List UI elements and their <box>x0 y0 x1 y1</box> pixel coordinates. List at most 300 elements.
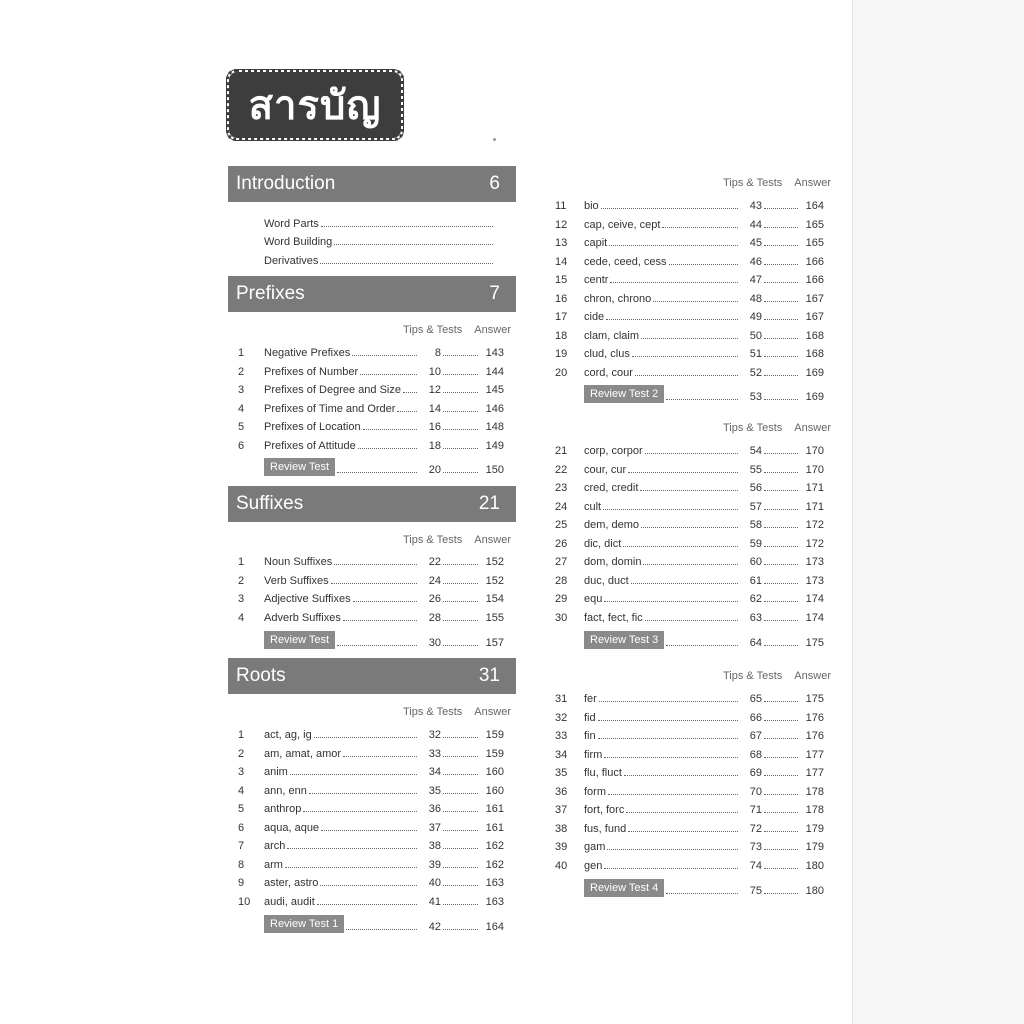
answer-page: 157 <box>485 637 504 649</box>
entry-number: 13 <box>555 237 568 249</box>
tips-page: 46 <box>749 255 762 268</box>
entry-number: 33 <box>555 730 568 742</box>
entry-number: 11 <box>555 200 567 212</box>
toc-entry[interactable] <box>555 856 824 872</box>
tips-page: 73 <box>749 841 762 853</box>
leader-dots <box>623 546 738 547</box>
review-test-label: Review Test 1 <box>264 915 344 933</box>
entry-label: act, ag, ig <box>264 729 312 741</box>
leader-dots <box>443 848 478 849</box>
review-test-label: Review Test 3 <box>584 631 664 649</box>
leader-dots <box>764 338 798 339</box>
toc-entry[interactable] <box>555 552 824 568</box>
leader-dots <box>764 849 798 850</box>
toc-entry[interactable] <box>238 343 504 359</box>
entry-label: fort, forc <box>584 804 625 816</box>
entry-label: capit <box>584 237 608 249</box>
entry-label: cord, cour <box>584 366 633 379</box>
entry-number: 32 <box>555 711 568 724</box>
entry-label: Prefixes of Attitude <box>264 439 356 452</box>
answer-page: 143 <box>485 347 504 359</box>
answer-page: 178 <box>805 804 824 816</box>
leader-dots <box>624 775 738 776</box>
entry-label: arch <box>264 840 286 852</box>
tips-page: 24 <box>428 574 441 587</box>
leader-dots <box>764 319 798 320</box>
leader-dots <box>641 338 738 339</box>
toc-entry[interactable] <box>555 270 824 286</box>
entry-label: cide <box>584 311 605 323</box>
answer-page: 165 <box>805 218 824 231</box>
leader-dots <box>403 392 417 393</box>
entry-label: audi, audit <box>264 895 315 908</box>
answer-page: 164 <box>805 200 824 212</box>
leader-dots <box>632 356 738 357</box>
tips-page: 74 <box>749 859 762 872</box>
review-test-row[interactable] <box>238 633 504 649</box>
tips-page: 66 <box>749 711 762 724</box>
toc-entry[interactable] <box>555 571 824 587</box>
entry-number: 29 <box>555 593 568 605</box>
answer-page: 152 <box>485 574 504 587</box>
answer-page: 161 <box>485 821 504 834</box>
tips-page: 60 <box>749 556 762 568</box>
leader-dots <box>764 701 798 702</box>
tips-header: Tips & Tests <box>723 670 783 682</box>
entry-number: 37 <box>555 804 568 816</box>
toc-entry[interactable] <box>555 745 824 761</box>
leader-dots <box>764 757 798 758</box>
leader-dots <box>353 601 417 602</box>
toc-entry[interactable] <box>238 855 504 871</box>
tips-page: 38 <box>428 840 441 852</box>
leader-dots <box>666 893 738 894</box>
toc-entry[interactable] <box>238 552 504 568</box>
toc-entry[interactable] <box>555 307 824 323</box>
toc-entry[interactable] <box>555 363 824 379</box>
page-title: สารบัญ <box>248 83 382 129</box>
entry-number: 27 <box>555 556 568 568</box>
section-prefixes[interactable] <box>228 276 516 312</box>
answer-page: 172 <box>805 519 824 531</box>
toc-entry[interactable] <box>555 782 824 798</box>
leader-dots <box>397 411 417 412</box>
review-test-label: Review Test <box>264 631 335 649</box>
answer-page: 171 <box>805 500 824 513</box>
leader-dots <box>604 601 738 602</box>
leader-dots <box>604 868 738 869</box>
leader-dots <box>360 374 417 375</box>
leader-dots <box>666 399 738 400</box>
leader-dots <box>443 885 478 886</box>
answer-page: 170 <box>805 463 824 476</box>
leader-dots <box>598 738 738 739</box>
entry-number: 21 <box>555 445 568 457</box>
page-edge <box>852 0 1024 1024</box>
entry-number: 5 <box>238 803 245 815</box>
leader-dots <box>443 392 478 393</box>
toc-entry[interactable] <box>555 515 824 531</box>
leader-dots <box>764 356 798 357</box>
section-roots[interactable] <box>228 658 516 694</box>
toc-entry[interactable] <box>555 837 824 853</box>
leader-dots <box>443 811 478 812</box>
entry-number: 39 <box>555 841 568 853</box>
answer-page: 177 <box>805 767 824 779</box>
toc-entry[interactable] <box>555 460 824 476</box>
tips-page: 55 <box>749 463 762 476</box>
entry-label: gen <box>584 859 603 872</box>
review-test-row[interactable] <box>238 917 504 933</box>
section-page: 6 <box>489 173 500 194</box>
toc-entry[interactable] <box>238 399 504 415</box>
answer-page: 166 <box>805 274 824 286</box>
toc-entry[interactable] <box>238 781 504 797</box>
entry-number: 2 <box>238 747 245 760</box>
tips-page: 16 <box>428 421 441 433</box>
answer-page: 178 <box>805 785 824 798</box>
entry-number: 4 <box>238 784 245 797</box>
leader-dots <box>443 737 478 738</box>
answer-page: 162 <box>485 840 504 852</box>
entry-label: Prefixes of Degree and Size <box>264 384 401 396</box>
leader-dots <box>640 490 738 491</box>
leader-dots <box>628 831 738 832</box>
review-test-row[interactable] <box>555 387 824 403</box>
answer-page: 161 <box>485 803 504 815</box>
leader-dots <box>443 472 478 473</box>
answer-page: 180 <box>805 859 824 872</box>
leader-dots <box>443 867 478 868</box>
leader-dots <box>764 208 798 209</box>
answer-header: Answer <box>474 706 511 718</box>
tips-page: 52 <box>749 366 762 379</box>
toc-entry[interactable] <box>555 689 824 705</box>
entry-label: dic, dict <box>584 537 622 550</box>
leader-dots <box>669 264 738 265</box>
entry-label: cede, ceed, cess <box>584 255 667 268</box>
entry-label: bio <box>584 200 599 212</box>
toc-entry[interactable] <box>238 232 495 248</box>
leader-dots <box>343 620 417 621</box>
leader-dots <box>764 245 798 246</box>
entry-label: cour, cur <box>584 463 627 476</box>
answer-page: 176 <box>805 711 824 724</box>
leader-dots <box>443 601 478 602</box>
leader-dots <box>317 904 417 905</box>
entry-label: equ <box>584 593 603 605</box>
answer-page: 159 <box>485 729 504 741</box>
leader-dots <box>334 564 417 565</box>
tips-page: 32 <box>428 729 441 741</box>
entry-label: clam, claim <box>584 329 640 342</box>
tips-header: Tips & Tests <box>723 422 783 434</box>
entry-number: 38 <box>555 822 568 835</box>
tips-page: 53 <box>749 391 762 403</box>
tips-page: 62 <box>749 593 762 605</box>
entry-number: 5 <box>238 421 245 433</box>
leader-dots <box>764 227 798 228</box>
entry-label: flu, fluct <box>584 767 622 779</box>
entry-label: fid <box>584 711 596 724</box>
entry-label: ann, enn <box>264 784 307 797</box>
tips-page: 59 <box>749 537 762 550</box>
entry-number: 1 <box>238 729 245 741</box>
leader-dots <box>443 774 478 775</box>
toc-entry[interactable] <box>555 196 824 212</box>
tips-page: 75 <box>749 885 762 897</box>
entry-number: 22 <box>555 463 568 476</box>
answer-header: Answer <box>794 422 831 434</box>
tips-page: 67 <box>749 730 762 742</box>
toc-entry[interactable] <box>555 344 824 360</box>
toc-entry[interactable] <box>555 497 824 513</box>
leader-dots <box>320 263 493 264</box>
leader-dots <box>285 867 417 868</box>
entry-label: centr <box>584 274 609 286</box>
tips-page: 70 <box>749 785 762 798</box>
tips-page: 26 <box>428 593 441 605</box>
answer-page: 179 <box>805 841 824 853</box>
tips-page: 42 <box>428 921 441 933</box>
tips-page: 22 <box>428 556 441 568</box>
tips-page: 44 <box>749 218 762 231</box>
tips-header: Tips & Tests <box>403 324 463 336</box>
answer-page: 179 <box>805 822 824 835</box>
entry-number: 6 <box>238 821 245 834</box>
answer-page: 165 <box>805 237 824 249</box>
tips-header: Tips & Tests <box>723 177 783 189</box>
leader-dots <box>598 720 738 721</box>
toc-entry[interactable] <box>238 892 504 908</box>
leader-dots <box>443 583 478 584</box>
tips-page: 51 <box>749 348 762 360</box>
toc-entry[interactable] <box>555 534 824 550</box>
review-test-row[interactable] <box>555 633 824 649</box>
toc-entry[interactable] <box>238 380 504 396</box>
column-header <box>723 422 831 434</box>
review-test-row[interactable] <box>238 460 504 476</box>
leader-dots <box>331 583 417 584</box>
entry-label: Verb Suffixes <box>264 574 329 587</box>
leader-dots <box>443 620 478 621</box>
section-name: Introduction <box>236 173 336 194</box>
answer-page: 173 <box>805 556 824 568</box>
tips-page: 56 <box>749 482 762 494</box>
column-header <box>723 177 831 189</box>
leader-dots <box>764 583 798 584</box>
leader-dots <box>764 527 798 528</box>
toc-entry[interactable] <box>238 214 495 230</box>
toc-entry[interactable] <box>238 762 504 778</box>
entry-label: cult <box>584 500 602 513</box>
toc-entry[interactable] <box>555 763 824 779</box>
entry-label: fus, fund <box>584 822 627 835</box>
entry-number: 23 <box>555 482 568 494</box>
toc-entry[interactable] <box>238 571 504 587</box>
toc-entry[interactable] <box>238 589 504 605</box>
entry-label: anthrop <box>264 803 302 815</box>
leader-dots <box>303 811 417 812</box>
leader-dots <box>764 453 798 454</box>
toc-entry[interactable] <box>238 873 504 889</box>
leader-dots <box>604 757 738 758</box>
entry-label: Prefixes of Time and Order <box>264 402 396 415</box>
toc-entry[interactable] <box>238 417 504 433</box>
section-name: Suffixes <box>236 493 304 514</box>
leader-dots <box>443 830 478 831</box>
leader-dots <box>443 355 478 356</box>
section-suffixes[interactable] <box>228 486 516 522</box>
entry-number: 19 <box>555 348 568 360</box>
tips-page: 8 <box>434 347 441 359</box>
leader-dots <box>764 794 798 795</box>
entry-number: 4 <box>238 402 245 415</box>
answer-page: 177 <box>805 748 824 761</box>
answer-page: 175 <box>805 693 824 705</box>
entry-number: 15 <box>555 274 568 286</box>
answer-page: 163 <box>485 895 504 908</box>
entry-number: 3 <box>238 384 245 396</box>
toc-entry[interactable] <box>555 608 824 624</box>
answer-page: 162 <box>485 858 504 871</box>
leader-dots <box>641 527 738 528</box>
entry-label: duc, duct <box>584 574 629 587</box>
leader-dots <box>764 775 798 776</box>
entry-number: 8 <box>238 858 245 871</box>
leader-dots <box>599 701 738 702</box>
answer-page: 173 <box>805 574 824 587</box>
review-test-label: Review Test 2 <box>584 385 664 403</box>
toc-entry[interactable] <box>238 362 504 378</box>
leader-dots <box>666 645 738 646</box>
toc-entry[interactable] <box>555 326 824 342</box>
toc-entry[interactable] <box>555 233 824 249</box>
toc-entry[interactable] <box>238 818 504 834</box>
section-introduction[interactable] <box>228 166 516 202</box>
entry-label: form <box>584 785 606 798</box>
leader-dots <box>635 375 738 376</box>
toc-entry[interactable] <box>238 608 504 624</box>
entry-label: firm <box>584 748 603 761</box>
toc-entry[interactable] <box>555 819 824 835</box>
leader-dots <box>764 720 798 721</box>
toc-entry[interactable] <box>555 478 824 494</box>
entry-label: clud, clus <box>584 348 630 360</box>
toc-entry[interactable] <box>238 744 504 760</box>
entry-number: 30 <box>555 611 568 624</box>
section-name: Roots <box>236 665 286 686</box>
toc-entry[interactable] <box>238 836 504 852</box>
toc-entry[interactable] <box>555 726 824 742</box>
answer-page: 154 <box>485 593 504 605</box>
tips-page: 69 <box>749 767 762 779</box>
answer-page: 172 <box>805 537 824 550</box>
entry-number: 34 <box>555 748 568 761</box>
tips-page: 43 <box>749 200 762 212</box>
entry-number: 10 <box>238 895 251 908</box>
leader-dots <box>645 453 738 454</box>
entry-label: fer <box>584 693 597 705</box>
answer-page: 146 <box>485 402 504 415</box>
tips-page: 58 <box>749 519 762 531</box>
toc-entry[interactable] <box>555 289 824 305</box>
answer-header: Answer <box>794 177 831 189</box>
tips-page: 20 <box>428 464 441 476</box>
answer-page: 150 <box>485 464 504 476</box>
column-header <box>723 670 831 682</box>
answer-page: 145 <box>485 384 504 396</box>
answer-page: 174 <box>805 611 824 624</box>
answer-page: 160 <box>485 766 504 778</box>
entry-number: 3 <box>238 593 245 605</box>
tips-page: 50 <box>749 329 762 342</box>
entry-label: gam <box>584 841 606 853</box>
answer-page: 144 <box>485 365 504 378</box>
toc-entry[interactable] <box>555 252 824 268</box>
section-page: 7 <box>489 283 500 304</box>
answer-page: 169 <box>805 366 824 379</box>
leader-dots <box>443 564 478 565</box>
leader-dots <box>443 904 478 905</box>
toc-entry[interactable] <box>555 215 824 231</box>
toc-entry[interactable] <box>238 251 495 267</box>
leader-dots <box>601 208 738 209</box>
answer-page: 163 <box>485 877 504 889</box>
answer-page: 155 <box>485 611 504 624</box>
tips-page: 35 <box>428 784 441 797</box>
review-test-row[interactable] <box>555 881 824 897</box>
entry-label: cap, ceive, cept <box>584 218 661 231</box>
leader-dots <box>443 929 478 930</box>
toc-entry[interactable] <box>238 436 504 452</box>
entry-label: dem, demo <box>584 519 640 531</box>
entry-label: arm <box>264 858 283 871</box>
entry-label: Adverb Suffixes <box>264 611 341 624</box>
entry-label: corp, corpor <box>584 445 643 457</box>
tips-page: 30 <box>428 637 441 649</box>
entry-label: Word Parts <box>264 218 319 230</box>
toc-entry[interactable] <box>238 799 504 815</box>
entry-label: am, amat, amor <box>264 747 342 760</box>
tips-page: 28 <box>428 611 441 624</box>
entry-number: 40 <box>555 859 568 872</box>
leader-dots <box>443 374 478 375</box>
tips-page: 72 <box>749 822 762 835</box>
toc-entry[interactable] <box>555 589 824 605</box>
answer-page: 166 <box>805 255 824 268</box>
toc-entry[interactable] <box>555 800 824 816</box>
leader-dots <box>764 490 798 491</box>
answer-page: 164 <box>485 921 504 933</box>
leader-dots <box>662 227 738 228</box>
leader-dots <box>764 868 798 869</box>
leader-dots <box>764 375 798 376</box>
leader-dots <box>643 564 738 565</box>
entry-label: fin <box>584 730 596 742</box>
leader-dots <box>363 429 417 430</box>
answer-page: 168 <box>805 329 824 342</box>
tips-page: 40 <box>428 877 441 889</box>
toc-entry[interactable] <box>238 725 504 741</box>
toc-entry[interactable] <box>555 708 824 724</box>
column-header <box>403 324 511 336</box>
leader-dots <box>352 355 417 356</box>
entry-label: Prefixes of Number <box>264 365 359 378</box>
leader-dots <box>628 472 738 473</box>
entry-label: Derivatives <box>264 255 319 267</box>
toc-entry[interactable] <box>555 441 824 457</box>
